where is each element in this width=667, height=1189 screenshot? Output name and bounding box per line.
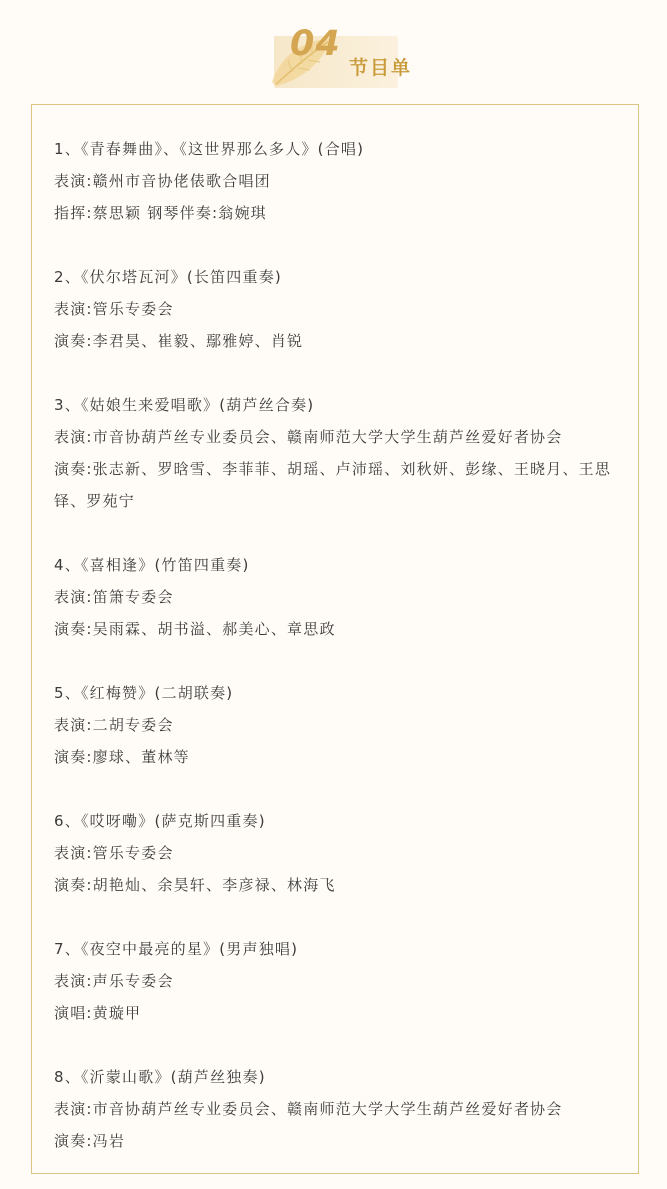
section-number: 04 (290, 24, 341, 64)
program-performer: 表演:赣州市音协佬俵歌合唱团 (54, 172, 271, 190)
program-detail: 演唱:黄璇甲 (54, 1004, 142, 1022)
program-performer: 表演:笛箫专委会 (54, 588, 174, 606)
program-detail: 演奏:胡艳灿、余昊轩、李彦禄、林海飞 (54, 876, 336, 894)
program-item (54, 133, 624, 229)
program-performer: 表演:市音协葫芦丝专业委员会、赣南师范大学大学生葫芦丝爱好者协会 (54, 1100, 563, 1118)
program-detail: 演奏:冯岩 (54, 1132, 126, 1150)
program-detail: 演奏:吴雨霖、胡书溢、郝美心、章思政 (54, 620, 336, 638)
program-performer: 表演:管乐专委会 (54, 844, 174, 862)
program-detail: 指挥:蔡思颖 钢琴伴奏:翁婉琪 (54, 204, 267, 222)
program-title: 6、《哎呀嘞》(萨克斯四重奏) (54, 812, 266, 830)
program-title: 5、《红梅赞》(二胡联奏) (54, 684, 234, 702)
program-title: 1、《青春舞曲》、《这世界那么多人》(合唱) (54, 140, 365, 158)
program-title: 8、《沂蒙山歌》(葫芦丝独奏) (54, 1068, 266, 1086)
section-title: 节目单 (349, 57, 413, 79)
program-item (54, 389, 624, 517)
program-item (54, 549, 624, 645)
program-title: 4、《喜相逢》(竹笛四重奏) (54, 556, 250, 574)
section-header (0, 0, 667, 100)
program-item (54, 261, 624, 357)
program-item (54, 677, 624, 773)
program-card (31, 104, 639, 1174)
program-item (54, 805, 624, 901)
program-performer: 表演:声乐专委会 (54, 972, 174, 990)
program-item (54, 933, 624, 1029)
program-detail: 演奏:李君昊、崔毅、鄢雅婷、肖锐 (54, 332, 304, 350)
program-detail: 演奏:张志新、罗晗雪、李菲菲、胡瑶、卢沛瑶、刘秋妍、彭缘、王晓月、王思铎、罗苑宁 (54, 460, 612, 510)
program-title: 7、《夜空中最亮的星》(男声独唱) (54, 940, 299, 958)
program-title: 2、《伏尔塔瓦河》(长笛四重奏) (54, 268, 282, 286)
program-performer: 表演:市音协葫芦丝专业委员会、赣南师范大学大学生葫芦丝爱好者协会 (54, 428, 563, 446)
program-list (54, 133, 624, 1189)
program-item (54, 1061, 624, 1157)
program-performer: 表演:二胡专委会 (54, 716, 174, 734)
program-title: 3、《姑娘生来爱唱歌》(葫芦丝合奏) (54, 396, 315, 414)
program-performer: 表演:管乐专委会 (54, 300, 174, 318)
program-detail: 演奏:廖球、董林等 (54, 748, 190, 766)
